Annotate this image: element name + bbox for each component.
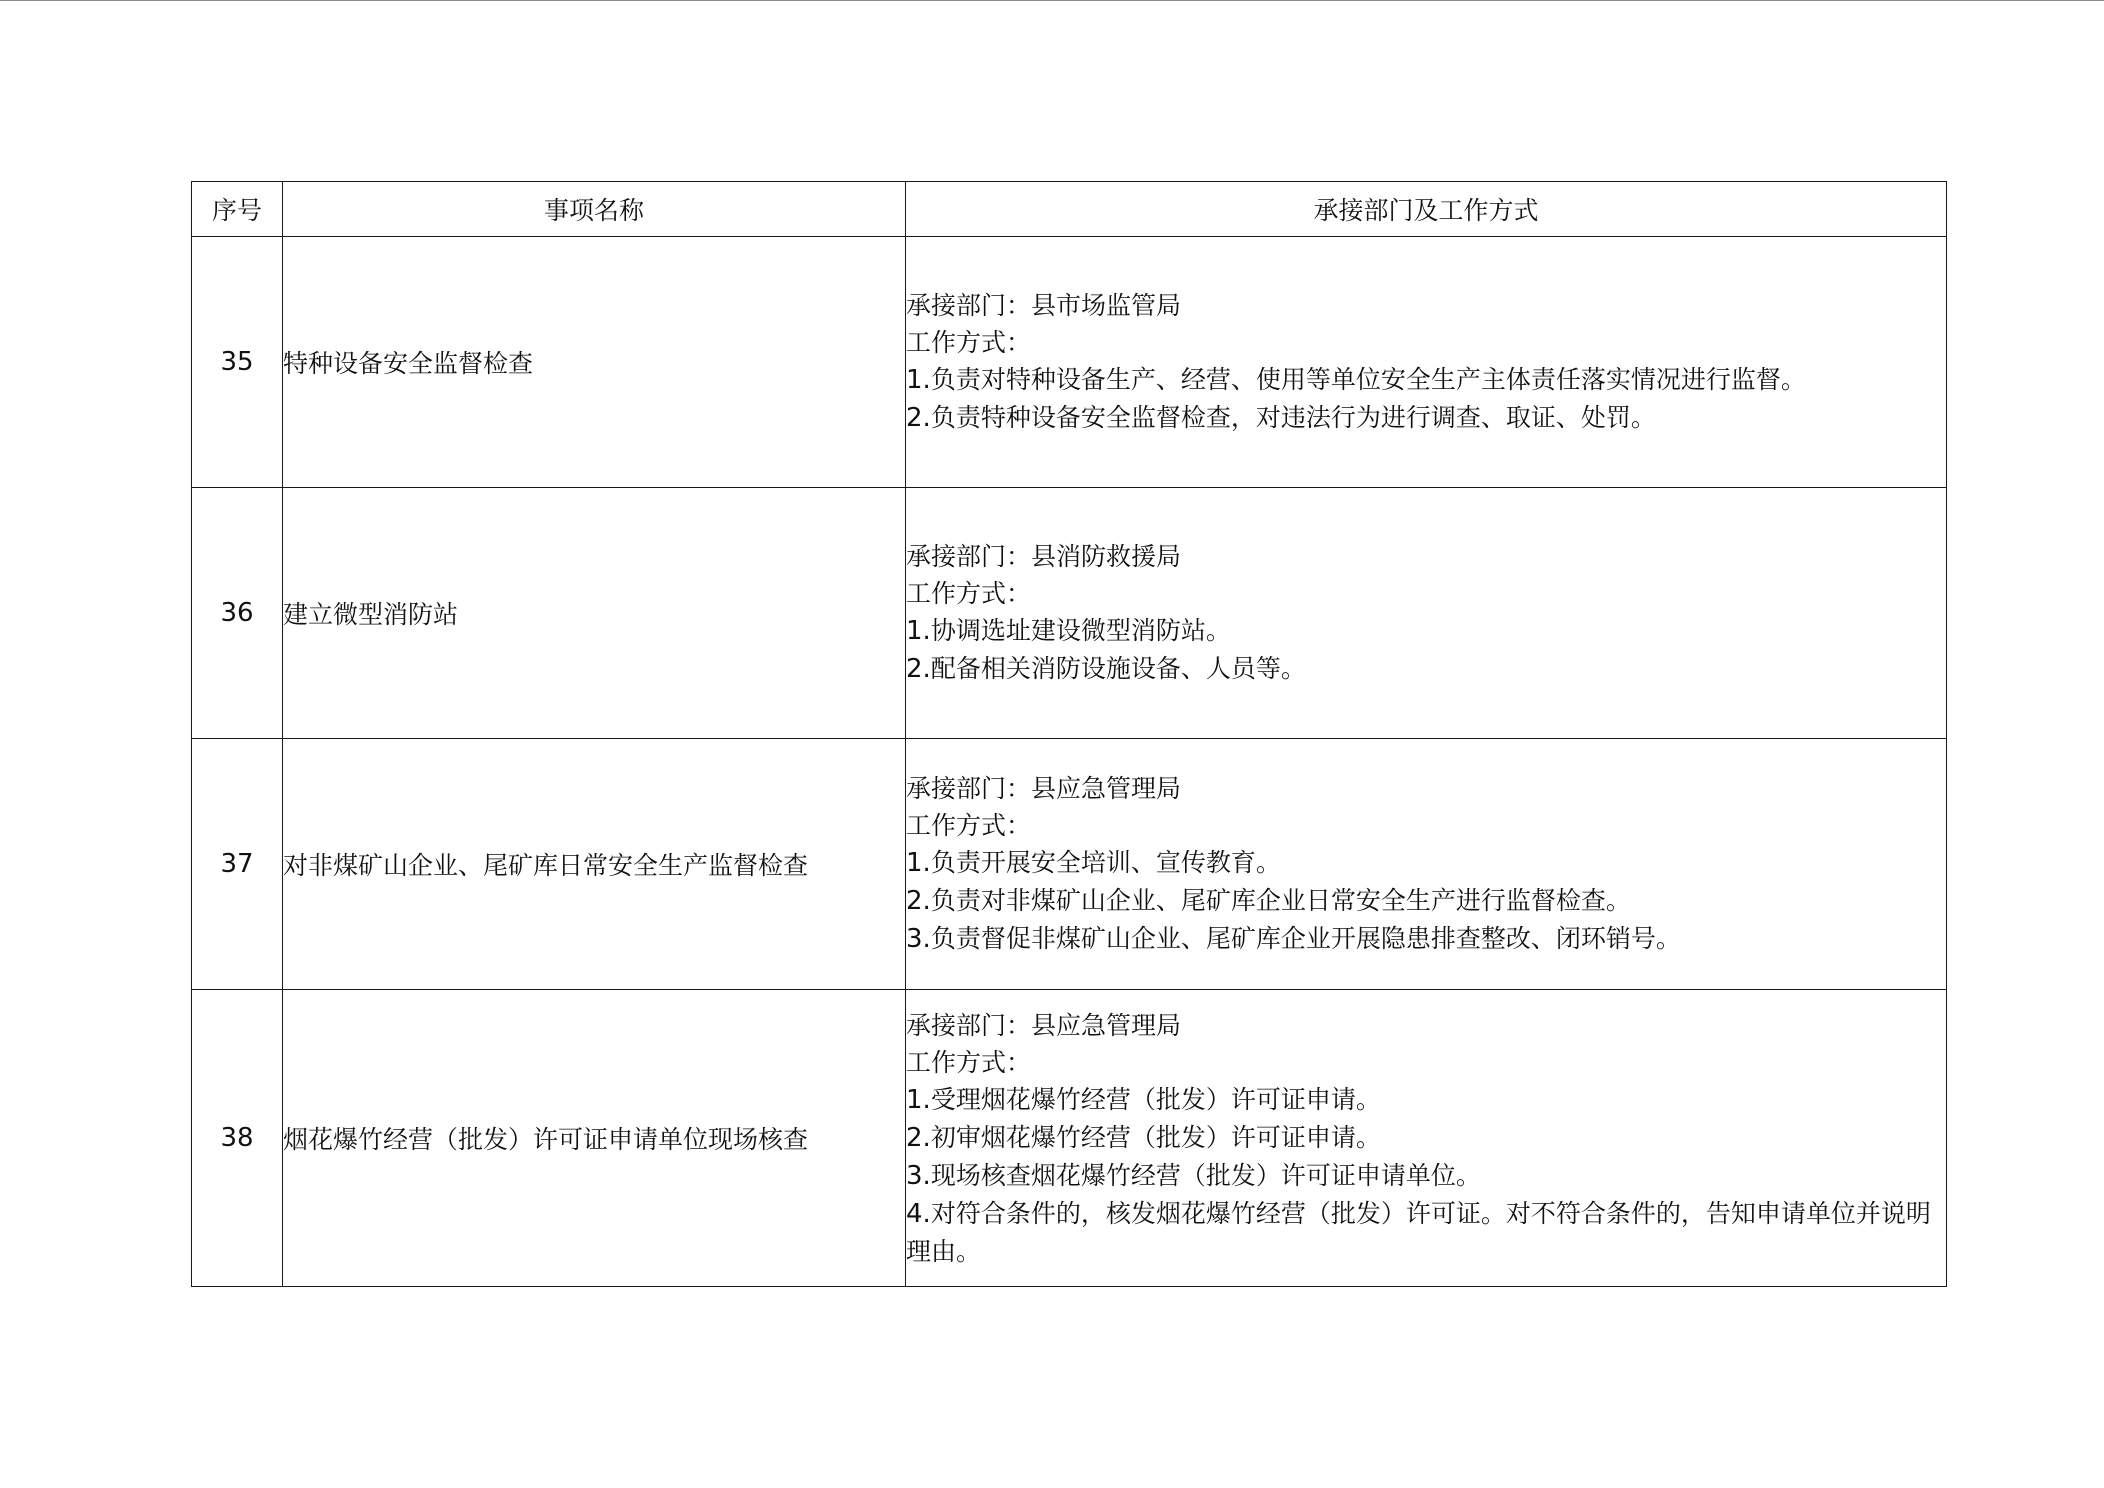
method-item (906, 399, 1946, 437)
method-item-text: 对符合条件的，核发烟花爆竹经营（批发）许可证。对不符合条件的，告知申请单位并说明理由。 (906, 1198, 1931, 1266)
method-item-text: 负责开展安全培训、宣传教育。 (930, 848, 1281, 877)
method-item (906, 882, 1946, 920)
row-item-name: 建立微型消防站 (283, 488, 906, 739)
method-item-number: 2. (906, 886, 931, 916)
method-item-text: 协调选址建设微型消防站。 (930, 616, 1231, 645)
method-item-number: 1. (906, 1084, 931, 1115)
table-row (192, 739, 1947, 990)
method-item-text: 初审烟花爆竹经营（批发）许可证申请。 (930, 1122, 1381, 1152)
method-item-number: 2. (906, 1122, 931, 1153)
method-item-number: 2. (906, 654, 931, 684)
method-item-number: 3. (906, 1160, 931, 1191)
row-serial-number: 38 (192, 990, 283, 1287)
method-item-text: 负责督促非煤矿山企业、尾矿库企业开展隐患排查整改、闭环销号。 (930, 924, 1681, 953)
row-serial-number: 36 (192, 488, 283, 739)
method-item-text: 现场核查烟花爆竹经营（批发）许可证申请单位。 (930, 1160, 1481, 1190)
department-line: 承接部门：县消防救援局 (906, 542, 1182, 571)
row-detail-cell (906, 739, 1947, 990)
method-item-number: 1. (906, 616, 931, 646)
header-department-and-method: 承接部门及工作方式 (906, 182, 1947, 237)
department-line: 承接部门：县应急管理局 (906, 774, 1182, 803)
method-item (906, 361, 1946, 399)
method-item-number: 1. (906, 365, 931, 395)
row-serial-number: 35 (192, 237, 283, 488)
table-row (192, 237, 1947, 488)
method-item (906, 612, 1946, 650)
method-item-number: 1. (906, 848, 931, 878)
table-row (192, 990, 1947, 1287)
method-item-text: 负责对特种设备生产、经营、使用等单位安全生产主体责任落实情况进行监督。 (930, 365, 1806, 394)
department-line: 承接部门：县应急管理局 (906, 1010, 1182, 1040)
method-label: 工作方式： (906, 579, 1032, 608)
table-header-row (192, 182, 1947, 237)
method-item-number: 2. (906, 403, 931, 433)
method-item (906, 1195, 1946, 1270)
method-label: 工作方式： (906, 811, 1032, 840)
page-top-border (0, 0, 2104, 1)
header-serial-number: 序号 (192, 182, 283, 237)
method-item-text: 受理烟花爆竹经营（批发）许可证申请。 (930, 1084, 1381, 1114)
method-item-text: 负责对非煤矿山企业、尾矿库企业日常安全生产进行监督检查。 (930, 886, 1631, 915)
method-item (906, 650, 1946, 688)
method-item-number: 3. (906, 924, 931, 954)
method-item-number: 4. (906, 1198, 931, 1229)
row-item-name: 特种设备安全监督检查 (283, 237, 906, 488)
table-row (192, 488, 1947, 739)
row-serial-number: 37 (192, 739, 283, 990)
task-table (191, 181, 1947, 1287)
method-label: 工作方式： (906, 1047, 1032, 1077)
row-item-name: 烟花爆竹经营（批发）许可证申请单位现场核查 (283, 990, 906, 1287)
row-item-name: 对非煤矿山企业、尾矿库日常安全生产监督检查 (283, 739, 906, 990)
row-detail-cell (906, 990, 1947, 1287)
department-line: 承接部门：县市场监管局 (906, 291, 1182, 320)
method-item (906, 844, 1946, 882)
row-detail-cell (906, 237, 1947, 488)
header-item-name: 事项名称 (283, 182, 906, 237)
method-item (906, 1081, 1946, 1119)
row-detail-cell (906, 488, 1947, 739)
method-item (906, 1119, 1946, 1157)
method-item (906, 920, 1946, 958)
method-item-text: 配备相关消防设施设备、人员等。 (930, 654, 1306, 683)
method-item-text: 负责特种设备安全监督检查，对违法行为进行调查、取证、处罚。 (930, 403, 1656, 432)
method-item (906, 1157, 1946, 1195)
method-label: 工作方式： (906, 328, 1032, 357)
